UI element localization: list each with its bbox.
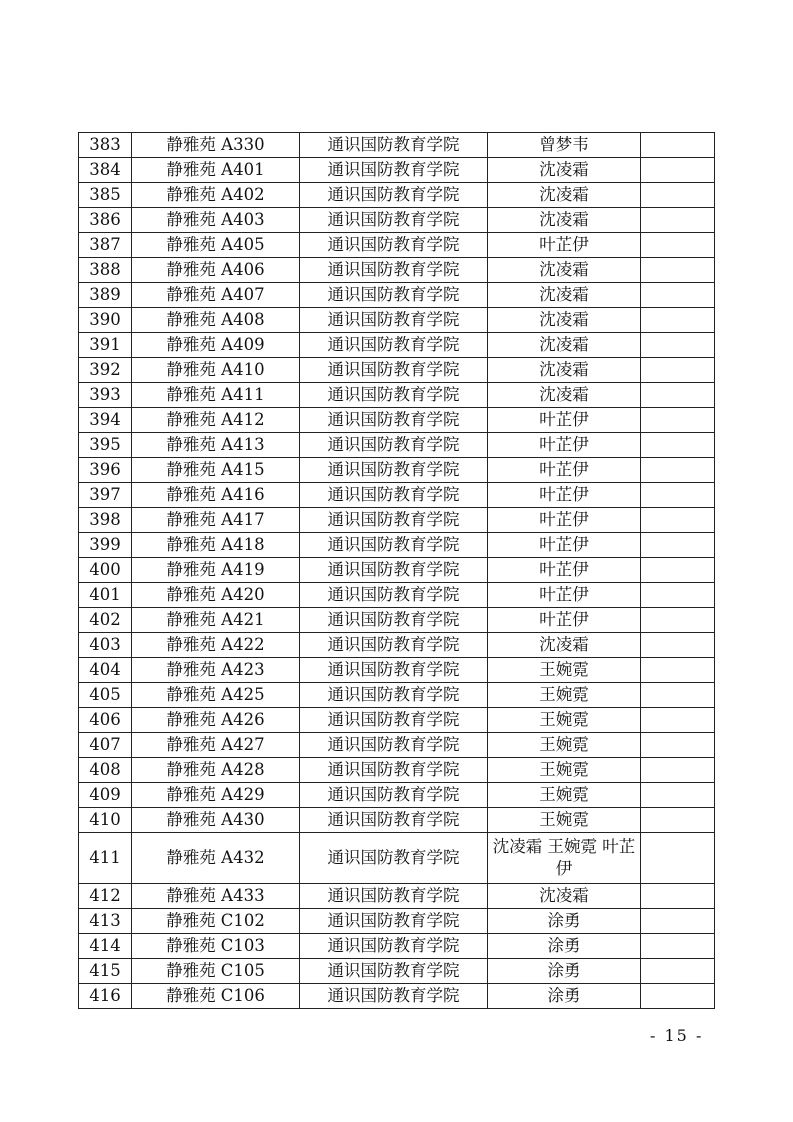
- college-cell: 通识国防教育学院: [300, 208, 488, 233]
- note-cell: [641, 708, 715, 733]
- note-cell: [641, 633, 715, 658]
- room-cell: 静雅苑 A402: [132, 183, 300, 208]
- table-row: [79, 708, 715, 733]
- college-cell: 通识国防教育学院: [300, 833, 488, 884]
- table-row: [79, 808, 715, 833]
- room-cell: 静雅苑 A430: [132, 808, 300, 833]
- row-number-cell: 398: [79, 508, 132, 533]
- note-cell: [641, 458, 715, 483]
- staff-name-cell: 沈凌霜: [488, 633, 641, 658]
- room-cell: 静雅苑 A407: [132, 283, 300, 308]
- staff-name-cell: 王婉霓: [488, 658, 641, 683]
- room-cell: 静雅苑 A425: [132, 683, 300, 708]
- staff-name-cell: 沈凌霜: [488, 258, 641, 283]
- note-cell: [641, 408, 715, 433]
- note-cell: [641, 283, 715, 308]
- note-cell: [641, 133, 715, 158]
- row-number-cell: 410: [79, 808, 132, 833]
- staff-name-cell: 叶芷伊: [488, 608, 641, 633]
- note-cell: [641, 208, 715, 233]
- college-cell: 通识国防教育学院: [300, 884, 488, 909]
- room-cell: 静雅苑 A420: [132, 583, 300, 608]
- college-cell: 通识国防教育学院: [300, 758, 488, 783]
- note-cell: [641, 683, 715, 708]
- room-cell: 静雅苑 A330: [132, 133, 300, 158]
- room-cell: 静雅苑 C103: [132, 934, 300, 959]
- staff-name-cell: 叶芷伊: [488, 558, 641, 583]
- row-number-cell: 389: [79, 283, 132, 308]
- room-cell: 静雅苑 C105: [132, 959, 300, 984]
- college-cell: 通识国防教育学院: [300, 333, 488, 358]
- table-row: [79, 934, 715, 959]
- row-number-cell: 397: [79, 483, 132, 508]
- room-cell: 静雅苑 A426: [132, 708, 300, 733]
- college-cell: 通识国防教育学院: [300, 708, 488, 733]
- staff-name-cell: 沈凌霜: [488, 308, 641, 333]
- row-number-cell: 390: [79, 308, 132, 333]
- table-row: [79, 183, 715, 208]
- room-cell: 静雅苑 A433: [132, 884, 300, 909]
- staff-name-cell: 沈凌霜 王婉霓 叶芷伊: [488, 833, 641, 884]
- table-row: [79, 333, 715, 358]
- table-row: [79, 233, 715, 258]
- table-row: [79, 208, 715, 233]
- room-cell: 静雅苑 A403: [132, 208, 300, 233]
- room-cell: 静雅苑 C106: [132, 984, 300, 1009]
- staff-name-cell: 叶芷伊: [488, 458, 641, 483]
- table-row: [79, 533, 715, 558]
- note-cell: [641, 383, 715, 408]
- table-row: [79, 884, 715, 909]
- college-cell: 通识国防教育学院: [300, 683, 488, 708]
- row-number-cell: 412: [79, 884, 132, 909]
- staff-name-cell: 叶芷伊: [488, 483, 641, 508]
- college-cell: 通识国防教育学院: [300, 233, 488, 258]
- table-row: [79, 833, 715, 884]
- table-row: [79, 758, 715, 783]
- row-number-cell: 416: [79, 984, 132, 1009]
- table-row: [79, 984, 715, 1009]
- note-cell: [641, 533, 715, 558]
- college-cell: 通识国防教育学院: [300, 433, 488, 458]
- row-number-cell: 402: [79, 608, 132, 633]
- note-cell: [641, 884, 715, 909]
- staff-name-cell: 王婉霓: [488, 733, 641, 758]
- note-cell: [641, 959, 715, 984]
- room-cell: 静雅苑 A432: [132, 833, 300, 884]
- staff-name-cell: 叶芷伊: [488, 533, 641, 558]
- row-number-cell: 409: [79, 783, 132, 808]
- table-row: [79, 608, 715, 633]
- note-cell: [641, 158, 715, 183]
- row-number-cell: 385: [79, 183, 132, 208]
- table-row: [79, 458, 715, 483]
- college-cell: 通识国防教育学院: [300, 183, 488, 208]
- row-number-cell: 392: [79, 358, 132, 383]
- table-row: [79, 508, 715, 533]
- row-number-cell: 406: [79, 708, 132, 733]
- college-cell: 通识国防教育学院: [300, 733, 488, 758]
- room-cell: 静雅苑 A417: [132, 508, 300, 533]
- room-cell: 静雅苑 A413: [132, 433, 300, 458]
- note-cell: [641, 358, 715, 383]
- room-cell: 静雅苑 A423: [132, 658, 300, 683]
- table-row: [79, 358, 715, 383]
- table-row: [79, 308, 715, 333]
- staff-name-cell: 沈凌霜: [488, 358, 641, 383]
- room-cell: 静雅苑 A415: [132, 458, 300, 483]
- college-cell: 通识国防教育学院: [300, 558, 488, 583]
- room-cell: 静雅苑 A421: [132, 608, 300, 633]
- table-row: [79, 133, 715, 158]
- note-cell: [641, 508, 715, 533]
- college-cell: 通识国防教育学院: [300, 158, 488, 183]
- room-cell: 静雅苑 A412: [132, 408, 300, 433]
- staff-name-cell: 沈凌霜: [488, 183, 641, 208]
- note-cell: [641, 733, 715, 758]
- college-cell: 通识国防教育学院: [300, 283, 488, 308]
- table-row: [79, 683, 715, 708]
- note-cell: [641, 833, 715, 884]
- note-cell: [641, 783, 715, 808]
- room-cell: 静雅苑 A416: [132, 483, 300, 508]
- college-cell: 通识国防教育学院: [300, 408, 488, 433]
- row-number-cell: 383: [79, 133, 132, 158]
- college-cell: 通识国防教育学院: [300, 608, 488, 633]
- note-cell: [641, 183, 715, 208]
- room-cell: 静雅苑 A419: [132, 558, 300, 583]
- college-cell: 通识国防教育学院: [300, 533, 488, 558]
- college-cell: 通识国防教育学院: [300, 308, 488, 333]
- staff-name-cell: 涂勇: [488, 909, 641, 934]
- row-number-cell: 414: [79, 934, 132, 959]
- room-cell: 静雅苑 A408: [132, 308, 300, 333]
- staff-name-cell: 涂勇: [488, 959, 641, 984]
- staff-name-cell: 沈凌霜: [488, 208, 641, 233]
- roster-table-body: [79, 133, 715, 1009]
- college-cell: 通识国防教育学院: [300, 258, 488, 283]
- college-cell: 通识国防教育学院: [300, 458, 488, 483]
- table-row: [79, 283, 715, 308]
- row-number-cell: 404: [79, 658, 132, 683]
- table-row: [79, 158, 715, 183]
- room-cell: 静雅苑 C102: [132, 909, 300, 934]
- staff-name-cell: 叶芷伊: [488, 233, 641, 258]
- note-cell: [641, 583, 715, 608]
- table-row: [79, 633, 715, 658]
- college-cell: 通识国防教育学院: [300, 358, 488, 383]
- table-row: [79, 959, 715, 984]
- note-cell: [641, 984, 715, 1009]
- table-row: [79, 483, 715, 508]
- row-number-cell: 403: [79, 633, 132, 658]
- staff-name-cell: 沈凌霜: [488, 333, 641, 358]
- row-number-cell: 393: [79, 383, 132, 408]
- college-cell: 通识国防教育学院: [300, 959, 488, 984]
- room-cell: 静雅苑 A409: [132, 333, 300, 358]
- staff-name-cell: 叶芷伊: [488, 583, 641, 608]
- room-cell: 静雅苑 A401: [132, 158, 300, 183]
- roster-table: [78, 132, 715, 1009]
- staff-name-cell: 王婉霓: [488, 783, 641, 808]
- row-number-cell: 401: [79, 583, 132, 608]
- note-cell: [641, 808, 715, 833]
- row-number-cell: 384: [79, 158, 132, 183]
- note-cell: [641, 934, 715, 959]
- note-cell: [641, 233, 715, 258]
- table-row: [79, 783, 715, 808]
- row-number-cell: 387: [79, 233, 132, 258]
- staff-name-cell: 沈凌霜: [488, 884, 641, 909]
- note-cell: [641, 433, 715, 458]
- college-cell: 通识国防教育学院: [300, 508, 488, 533]
- row-number-cell: 415: [79, 959, 132, 984]
- note-cell: [641, 909, 715, 934]
- room-cell: 静雅苑 A411: [132, 383, 300, 408]
- row-number-cell: 405: [79, 683, 132, 708]
- college-cell: 通识国防教育学院: [300, 783, 488, 808]
- note-cell: [641, 658, 715, 683]
- table-row: [79, 408, 715, 433]
- room-cell: 静雅苑 A410: [132, 358, 300, 383]
- staff-name-cell: 叶芷伊: [488, 433, 641, 458]
- staff-name-cell: 叶芷伊: [488, 508, 641, 533]
- note-cell: [641, 483, 715, 508]
- staff-name-cell: 王婉霓: [488, 758, 641, 783]
- row-number-cell: 388: [79, 258, 132, 283]
- table-row: [79, 733, 715, 758]
- college-cell: 通识国防教育学院: [300, 633, 488, 658]
- note-cell: [641, 333, 715, 358]
- college-cell: 通识国防教育学院: [300, 984, 488, 1009]
- college-cell: 通识国防教育学院: [300, 483, 488, 508]
- table-row: [79, 658, 715, 683]
- staff-name-cell: 涂勇: [488, 934, 641, 959]
- college-cell: 通识国防教育学院: [300, 909, 488, 934]
- college-cell: 通识国防教育学院: [300, 383, 488, 408]
- staff-name-cell: 王婉霓: [488, 808, 641, 833]
- row-number-cell: 408: [79, 758, 132, 783]
- row-number-cell: 391: [79, 333, 132, 358]
- table-row: [79, 909, 715, 934]
- row-number-cell: 411: [79, 833, 132, 884]
- staff-name-cell: 王婉霓: [488, 683, 641, 708]
- row-number-cell: 399: [79, 533, 132, 558]
- staff-name-cell: 沈凌霜: [488, 383, 641, 408]
- staff-name-cell: 王婉霓: [488, 708, 641, 733]
- room-cell: 静雅苑 A418: [132, 533, 300, 558]
- room-cell: 静雅苑 A422: [132, 633, 300, 658]
- note-cell: [641, 608, 715, 633]
- note-cell: [641, 558, 715, 583]
- staff-name-cell: 曾梦韦: [488, 133, 641, 158]
- row-number-cell: 400: [79, 558, 132, 583]
- college-cell: 通识国防教育学院: [300, 658, 488, 683]
- table-row: [79, 258, 715, 283]
- row-number-cell: 394: [79, 408, 132, 433]
- page-number: - 15 -: [650, 1026, 704, 1045]
- room-cell: 静雅苑 A405: [132, 233, 300, 258]
- note-cell: [641, 758, 715, 783]
- note-cell: [641, 258, 715, 283]
- table-row: [79, 558, 715, 583]
- staff-name-cell: 沈凌霜: [488, 158, 641, 183]
- room-cell: 静雅苑 A406: [132, 258, 300, 283]
- note-cell: [641, 308, 715, 333]
- college-cell: 通识国防教育学院: [300, 133, 488, 158]
- college-cell: 通识国防教育学院: [300, 583, 488, 608]
- college-cell: 通识国防教育学院: [300, 934, 488, 959]
- row-number-cell: 395: [79, 433, 132, 458]
- staff-name-cell: 叶芷伊: [488, 408, 641, 433]
- table-row: [79, 583, 715, 608]
- room-cell: 静雅苑 A428: [132, 758, 300, 783]
- row-number-cell: 386: [79, 208, 132, 233]
- table-row: [79, 433, 715, 458]
- table-row: [79, 383, 715, 408]
- staff-name-cell: 涂勇: [488, 984, 641, 1009]
- college-cell: 通识国防教育学院: [300, 808, 488, 833]
- row-number-cell: 396: [79, 458, 132, 483]
- row-number-cell: 413: [79, 909, 132, 934]
- room-cell: 静雅苑 A429: [132, 783, 300, 808]
- row-number-cell: 407: [79, 733, 132, 758]
- room-cell: 静雅苑 A427: [132, 733, 300, 758]
- staff-name-cell: 沈凌霜: [488, 283, 641, 308]
